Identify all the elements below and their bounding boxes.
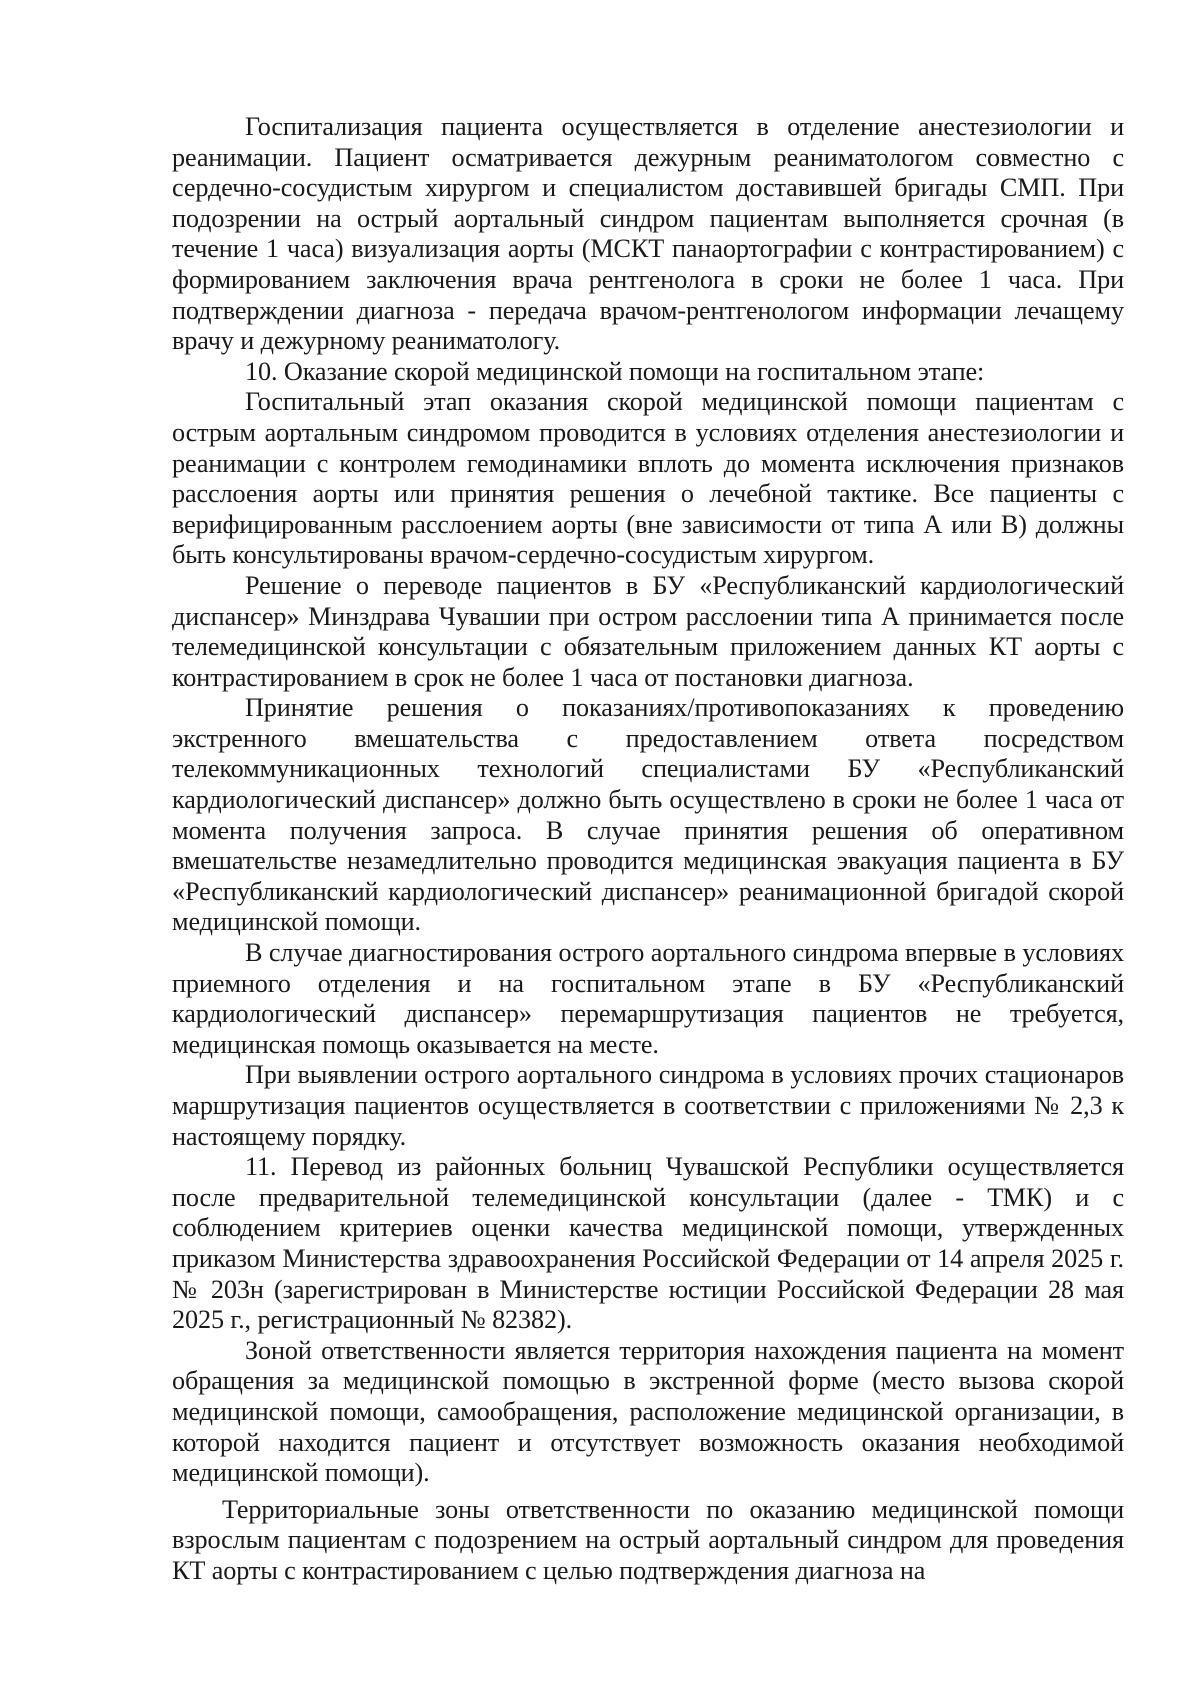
- paragraph-section-10-heading: 10. Оказание скорой медицинской помощи на госпитальном этапе:: [245, 356, 985, 386]
- paragraph-transfer-decision: Решение о переводе пациентов в БУ «Республиканский кардиологический диспансер» Минздрава Чувашии при остром расслоении типа А принимается после телемедицинской консультации с обязательным приложением данных КТ аорты с контрастированием в срок не более 1 часа от постановки диагноза.: [172, 570, 1124, 692]
- paragraph-territorial-zones: Территориальные зоны ответственности по оказанию медицинской помощи взрослым пациентам с подозрением на острый аортальный синдром для проведения КТ аорты с контрастированием с целью подтверждения диагноза на: [172, 1494, 1124, 1585]
- paragraph-diagnosis-on-site: В случае диагностирования острого аортального синдрома впервые в условиях приемного отделения и на госпитальном этапе в БУ «Республиканский кардиологический диспансер» перемаршрутизация пациентов не требуется, медицинская помощь оказывается на месте.: [172, 938, 1124, 1059]
- paragraph-other-hospitals: При выявлении острого аортального синдрома в условиях прочих стационаров маршрутизация пациентов осуществляется в соответствии с приложениями № 2,3 к настоящему порядку.: [172, 1060, 1124, 1151]
- paragraph-section-11: 11. Перевод из районных больниц Чувашской Республики осуществляется после предварительной телемедицинской консультации (далее - ТМК) и с соблюдением критериев оценки качества медицинской помощи, утвержденных приказом Министерства здравоохранения Российской Федерации от 14 апреля 2025 г. № 203н (зарегистрирован в Министерстве юстиции Российской Федерации 28 мая 2025 г., регистрационный № 82382).: [172, 1152, 1124, 1335]
- paragraph-hospitalization: Госпитализация пациента осуществляется в отделение анестезиологии и реанимации. Пациент осматривается дежурным реаниматологом совместно с сердечно-сосудистым хирургом и специалистом доставившей бригады СМП. При подозрении на острый аортальный синдром пациентам выполняется срочная (в течение 1 часа) визуализация аорты (МСКТ панаортографии с контрастированием) с формированием заключения врача рентгенолога в сроки не более 1 часа. При подтверждении диагноза - передача врачом-рентгенологом информации лечащему врачу и дежурному реаниматологу.: [172, 112, 1124, 356]
- paragraph-hospital-stage: Госпитальный этап оказания скорой медицинской помощи пациентам с острым аортальным синдромом проводится в условиях отделения анестезиологии и реанимации с контролем гемодинамики вплоть до момента исключения признаков расслоения аорты или принятия решения о лечебной тактике. Все пациенты с верифицированным расслоением аорты (вне зависимости от типа А или В) должны быть консультированы врачом-сердечно-сосудистым хирургом.: [172, 387, 1124, 570]
- paragraph-zone-of-responsibility: Зоной ответственности является территория нахождения пациента на момент обращения за медицинской помощью в экстренной форме (место вызова скорой медицинской помощи, самообращения, расположение медицинской организации, в которой находится пациент и отсутствует возможность оказания необходимой медицинской помощи).: [172, 1335, 1124, 1488]
- document-body: [172, 112, 1124, 1587]
- paragraph-intervention-decision: Принятие решения о показаниях/противопоказаниях к проведению экстренного вмешательства с предоставлением ответа посредством телекоммуникационных технологий специалистами БУ «Республиканский кардиологический диспансер» должно быть осуществлено в сроки не более 1 часа от момента получения запроса. В случае принятия решения об оперативном вмешательстве незамедлительно проводится медицинская эвакуация пациента в БУ «Республиканский кардиологический диспансер» реанимационной бригадой скорой медицинской помощи.: [172, 693, 1124, 937]
